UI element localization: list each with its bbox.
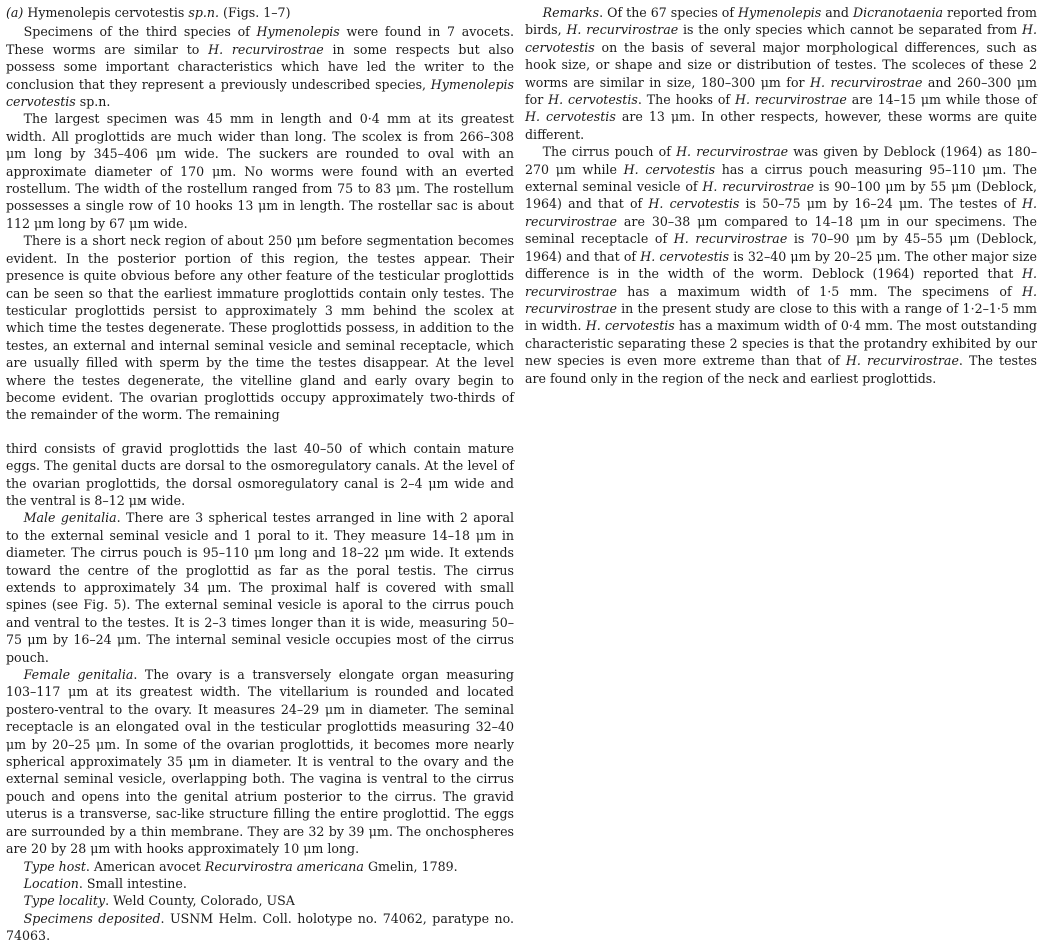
- text: . Weld County, Colorado, USA: [105, 893, 295, 909]
- type-host-line: [6, 858, 514, 875]
- taxon-name: H. cervotestis: [548, 92, 638, 108]
- description-paragraph-neck: There is a short neck region of about 250 μm before segmentation becomes evident. In the posterior portion of this region, the testes appear. Their presence is quite obvious before any other feature of the testicular proglottids can be seen so that the earliest immature proglottids contain only testes. The testicular proglottids persist to approximately 3 mm behind the scolex at which time the testes degenerate. These proglottids possess, in addition to the testes, an external and internal seminal vesicle and seminal receptacle, which are usually filled with sperm by the time the testes disappear. At the level where the testes degenerate, the vitelline gland and early ovary begin to become evident. The ovarian proglottids occupy approximately two-thirds of the remainder of the worm. The remaining: [6, 233, 514, 423]
- male-genitalia-paragraph: [6, 509, 514, 666]
- taxon-name: H. recurvirostrae: [676, 144, 789, 160]
- page-gap: [6, 424, 514, 440]
- text: is 70–90 μm by 45–55 μm (Deblock, 1964) and that of: [525, 231, 1037, 264]
- taxon-name: Hymenolepis: [738, 5, 822, 20]
- text: . The ovary is a transversely elongate organ measuring 103–117 μm at its greatest width. The vitellarium is rounded and located postero-ventral to the ovary. It measures 24–29 μm in diameter. The seminal receptacle is an elongated oval in the testicular proglottids measuring 32–40 μm by 20–25 μm. In some of the ovarian proglottids, it becomes more nearly spherical approximately 35 μm in diameter. It is ventral to the ovary and the external seminal vesicle, overlapping both. The vagina is ventral to the cirrus pouch and opens into the genital atrium posterior to the cirrus. The gravid uterus is a transverse, sac-like structure filling the entire proglottid. The eggs are surrounded by a thin membrane. They are 32 by 39 μm. The onchospheres are 20 by 28 μm with hooks approximately 10 μm long.: [6, 667, 514, 857]
- text: is 50–75 μm by 16–24 μm. The testes of: [739, 196, 1022, 212]
- taxon-name: H. recurvirostrae: [525, 196, 1037, 229]
- taxon-name: H. recurvirostrae: [735, 92, 847, 108]
- text: . There are 3 spherical testes arranged in line with 2 aporal to the external seminal vesicle and 1 poral to it. They measure 14–18 μm in diameter. The cirrus pouch is 95–110 μm long and 18–22 μm wide. It extends toward the centre of the proglottid as far as the poral testis. The cirrus extends to approximately 34 μm. The proximal half is covered with small spines (see Fig. 5). The external seminal vesicle is aporal to the cirrus pouch and ventral to the testes. It is 2–3 times longer than it is wide, measuring 50–75 μm by 16–24 μm. The internal seminal vesicle occupies most of the cirrus pouch.: [6, 510, 514, 665]
- taxon-name: H. cervotestis: [585, 318, 675, 334]
- taxon-name: H. cervotestis: [640, 248, 730, 264]
- left-column: [6, 0, 514, 945]
- text: Gmelin, 1789.: [363, 858, 458, 874]
- text: has a cirrus pouch measuring 95–110 μm. The external seminal vesicle of: [525, 161, 1037, 195]
- taxon-name: H. cervotestis: [525, 109, 616, 125]
- taxon-name: H. recurvirostrae: [845, 353, 959, 369]
- species-novum-tag: sp.n.: [188, 5, 220, 20]
- taxon-name: H. recurvirostrae: [208, 41, 324, 57]
- text: are 13 μm. In other respects, however, these worms are quite different.: [525, 109, 1037, 142]
- taxon-name: H. recurvirostrae: [525, 266, 1037, 299]
- text: on the basis of several major morphological differences, such as hook size, or shape and size or distribution of testes. The scoleces of these 2 worms are similar in size, 180–300 μm for: [525, 39, 1037, 90]
- taxon-name: Dicranotaenia: [852, 5, 944, 20]
- right-column: [525, 0, 1037, 387]
- text: . The hooks of: [637, 92, 735, 108]
- taxon-name: H. recurvirostrae: [566, 22, 679, 38]
- section-label: Remarks: [542, 5, 600, 20]
- taxon-name: Hymenolepis cervotestis: [6, 76, 514, 110]
- taxon-name: H. cervotestis: [525, 22, 1037, 55]
- text: are 30–38 μm compared to 14–18 μm in our specimens. The seminal receptacle of: [525, 213, 1037, 247]
- text: is 90–100 μm by 55 μm (Deblock, 1964) and that of: [525, 179, 1037, 212]
- specimens-deposited-line: [6, 910, 514, 945]
- species-name: Hymenolepis cervotestis: [27, 5, 185, 20]
- text: and 260–300 μm for: [525, 74, 1037, 108]
- text: is 32–40 μm by 20–25 μm. The other major size difference is in the width of the worm. Deblock (1964) reported that: [525, 248, 1037, 282]
- text: Specimens of the third species of: [23, 24, 257, 40]
- text: reported from birds,: [525, 5, 1037, 38]
- text: . The testes are found only in the region of the neck and earliest proglottids.: [525, 353, 1037, 386]
- text: sp.n.: [75, 94, 111, 110]
- comparison-paragraph: [525, 143, 1037, 387]
- female-genitalia-paragraph: [6, 666, 514, 857]
- text: in some respects but also possess some important characteristics which have led the writer to the conclusion that they represent a previously undescribed species,: [6, 41, 514, 92]
- text: has a maximum width of 0·4 mm. The most outstanding characteristic separating these 2 species is that the protandry exhibited by our new species is even more extreme than that of: [525, 318, 1037, 369]
- intro-paragraph: [6, 23, 514, 110]
- section-label: Location: [23, 875, 79, 891]
- taxon-name: H. cervotestis: [623, 161, 716, 177]
- text: was given by Deblock (1964) as 180–270 μm while: [525, 144, 1038, 177]
- text: . Of the 67 species of: [599, 5, 739, 20]
- location-line: [6, 875, 514, 892]
- heading-label: (a): [6, 5, 24, 20]
- remarks-paragraph: [525, 0, 1037, 143]
- taxon-name: H. recurvirostrae: [673, 231, 788, 247]
- description-paragraph-gravid: third consists of gravid proglottids the last 40–50 of which contain mature eggs. The genital ducts are dorsal to the osmoregulatory canals. At the level of the ovarian proglottids, the dorsal osmoregulatory canal is 2–4 μm wide and the ventral is 8–12 μм wide.: [6, 440, 514, 508]
- text: . Small intestine.: [78, 875, 187, 891]
- taxon-name: Hymenolepis: [256, 24, 340, 40]
- section-label: Specimens deposited: [23, 910, 161, 926]
- section-label: Type host: [23, 858, 86, 874]
- type-locality-line: [6, 892, 514, 909]
- species-heading: [6, 0, 514, 21]
- text: in the present study are close to this with a range of 1·2–1·5 mm in width.: [525, 300, 1037, 334]
- figure-reference: (Figs. 1–7): [223, 5, 291, 20]
- section-label: Female genitalia: [23, 667, 134, 683]
- text: are 14–15 μm while those of: [846, 92, 1037, 108]
- section-label: Male genitalia: [23, 510, 117, 526]
- text: and: [821, 5, 853, 20]
- text: The cirrus pouch of: [542, 144, 677, 160]
- text: . American avocet: [85, 858, 205, 874]
- text: has a maximum width of 1·5 mm. The specimens of: [616, 283, 1022, 299]
- taxon-name: H. recurvirostrae: [810, 74, 923, 90]
- text: is the only species which cannot be separated from: [678, 22, 1022, 38]
- description-paragraph-scolex: The largest specimen was 45 mm in length and 0·4 mm at its greatest width. All proglottids are much wider than long. The scolex is from 266–308 μm long by 345–406 μm wide. The suckers are rounded to oval with an approximate diameter of 170 μm. No worms were found with an everted rostellum. The width of the rostellum ranged from 75 to 83 μm. The rostellum possesses a single row of 10 hooks 13 μm in length. The rostellar sac is about 112 μm long by 67 μm wide.: [6, 111, 514, 231]
- taxon-name: H. cervotestis: [648, 196, 740, 212]
- taxon-name: Recurvirostra americana: [204, 858, 364, 874]
- text: . USNM Helm. Coll. holotype no. 74062, paratype no. 74063.: [6, 910, 515, 944]
- taxon-name: H. recurvirostrae: [525, 283, 1037, 316]
- taxon-name: H. recurvirostrae: [702, 179, 815, 195]
- section-label: Type locality: [23, 893, 106, 909]
- text: were found in 7 avocets. These worms are similar to: [6, 24, 515, 57]
